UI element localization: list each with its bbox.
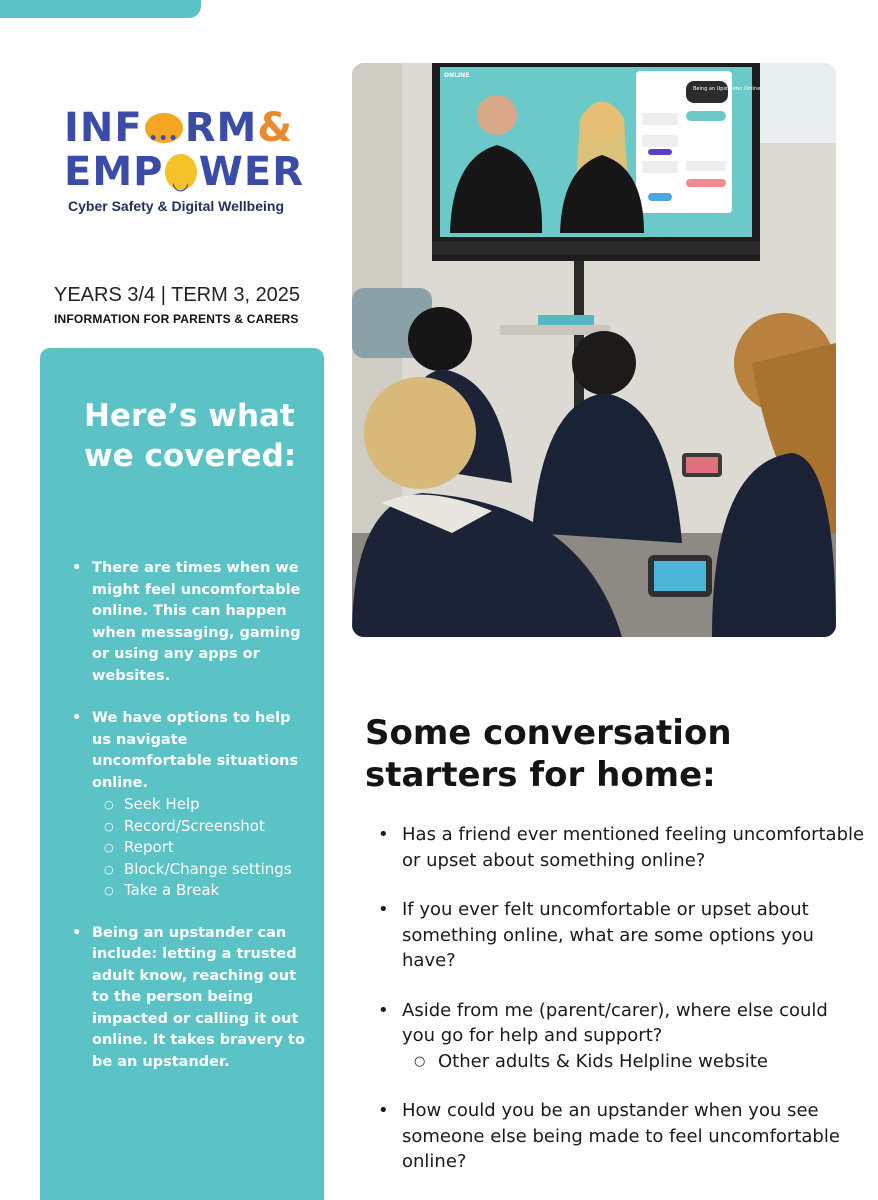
covered-title: Here’s what we covered: [84,398,297,474]
starter-sublist [402,1049,866,1075]
covered-list [70,558,312,1094]
covered-item: • Being an upstander can include: letting a trusted adult know, reaching out to the person being impacted or calling it out online. It takes bravery to be an upstander. [70,923,312,1074]
starter-sub-item: ○ Other adults & Kids Helpline website [402,1049,866,1075]
starters-list [376,822,866,1199]
inform-empower-logo [64,106,304,214]
starters-title: Some conversation starters for home: [365,713,732,795]
classroom-photo-illustration [352,63,836,637]
starter-item: • Has a friend ever mentioned feeling uncomfortable or upset about something online? [376,822,866,873]
audience-subheading: INFORMATION FOR PARENTS & CARERS [54,312,299,326]
option-item: ○ Seek Help [92,794,312,816]
classroom-photo [352,63,836,637]
options-sublist [92,794,312,902]
logo-line-2: EMP ◡ WER [64,150,304,194]
years-term-heading: YEARS 3/4 | TERM 3, 2025 [54,284,301,306]
covered-item: • There are times when we might feel uncomfortable online. This can happen when messaging, gaming or using any apps or websites. [70,558,312,687]
option-item: ○ Record/Screenshot [92,816,312,838]
screen-panel-title: Being an Upstander Online [693,86,761,92]
starter-item: • If you ever felt uncomfortable or upset about something online, what are some options you have? [376,897,866,974]
starter-item: • Aside from me (parent/carer), where else could you go for help and support? ○ Other adults & Kids Helpline website [376,998,866,1075]
logo-line-1: INF ••• RM & [64,106,304,150]
starter-item: • How could you be an upstander when you see someone else being made to feel uncomfortable online? [376,1098,866,1175]
option-item: ○ Block/Change settings [92,859,312,881]
option-item: ○ Take a Break [92,880,312,902]
top-tab-decoration [0,0,201,18]
covered-item: • We have options to help us navigate uncomfortable situations online. ○ Seek Help ○ Record/Screenshot ○ Report ○ Block/Change settings ○ Take a Break [70,708,312,902]
screen-badge: ONLINE [444,72,470,79]
covered-panel [40,348,324,1200]
smiley-face-icon [165,154,196,190]
logo-tagline: Cyber Safety & Digital Wellbeing [68,198,285,214]
option-item: ○ Report [92,837,312,859]
speech-bubble-icon [145,113,183,143]
